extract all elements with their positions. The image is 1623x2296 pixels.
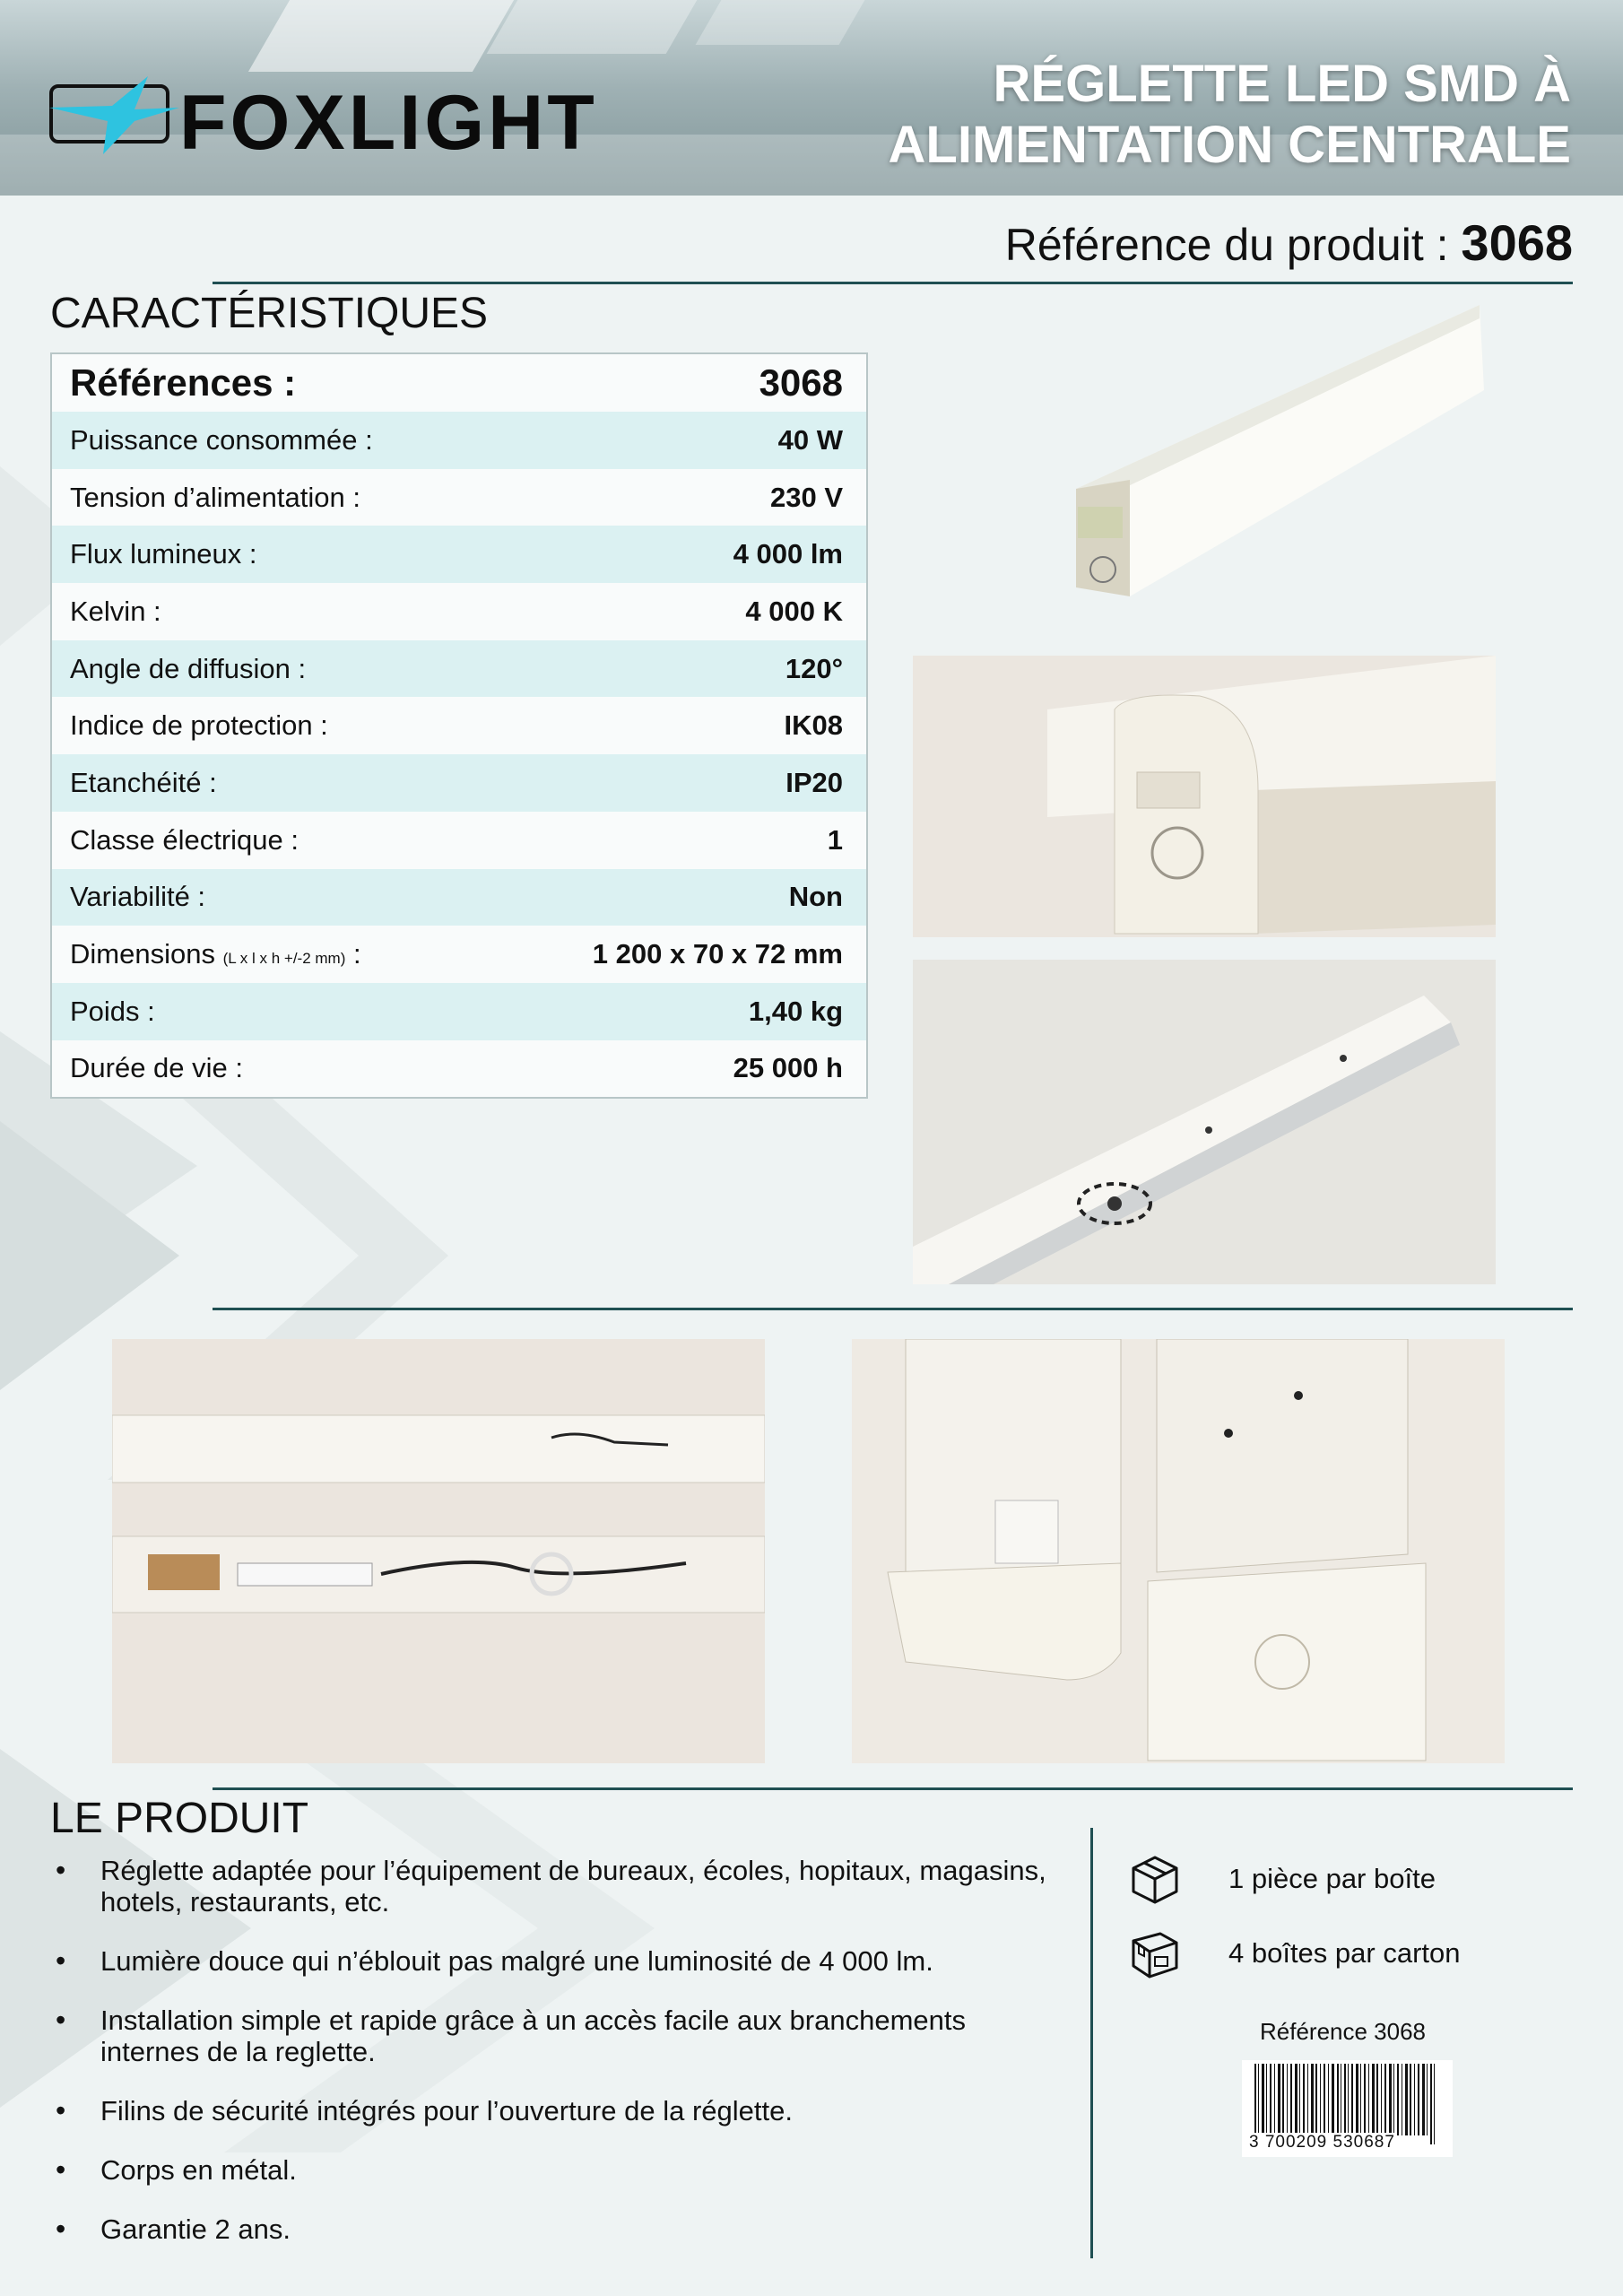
list-item: • Réglette adaptée pour l’équipement de bureaux, écoles, hopitaux, magasins, hotels, restaurants, etc.: [50, 1855, 1063, 1918]
divider-middle: [213, 1308, 1573, 1310]
product-bullets: [50, 1855, 1063, 2273]
spec-row: [52, 583, 866, 640]
product-photo-open-driver: [112, 1339, 765, 1763]
spec-header-label: Références :: [70, 361, 297, 404]
list-item: • Lumière douce qui n’éblouit pas malgré une luminosité de 4 000 lm.: [50, 1945, 1063, 1977]
ceiling-panel: [696, 0, 865, 45]
title-line-2: ALIMENTATION CENTRALE: [888, 116, 1571, 174]
characteristics-heading: CARACTÉRISTIQUES: [50, 290, 489, 337]
spec-label: Dimensions: [70, 938, 215, 970]
pack-per-carton-text: 4 boîtes par carton: [1228, 1937, 1461, 1969]
spec-value: 4 000 K: [745, 595, 843, 627]
pack-per-box-text: 1 pièce par boîte: [1228, 1863, 1436, 1894]
box-icon: [1128, 1852, 1182, 1906]
spec-row: [52, 754, 866, 812]
spec-label: Puissance consommée :: [70, 423, 373, 456]
header-banner: [0, 0, 1623, 196]
spec-label: Angle de diffusion :: [70, 652, 307, 684]
spec-value: Non: [788, 881, 843, 913]
vertical-divider: [1090, 1828, 1093, 2258]
spec-value: 25 000 h: [733, 1052, 843, 1084]
pack-per-box: [1128, 1852, 1436, 1906]
spec-label: Flux lumineux :: [70, 538, 257, 570]
spec-value: 40 W: [777, 423, 843, 456]
spec-row: [52, 640, 866, 698]
brand-name: FOXLIGHT: [179, 80, 598, 166]
spec-row: [52, 526, 866, 583]
spec-label: Classe électrique :: [70, 823, 299, 856]
list-item: • Garantie 2 ans.: [50, 2213, 1063, 2245]
divider-top: [213, 282, 1573, 284]
spec-value: 120°: [785, 652, 843, 684]
reference-value: 3068: [1461, 214, 1573, 271]
spec-header-value: 3068: [759, 361, 843, 404]
page-title: [889, 54, 1571, 176]
barcode-digits: 3 700209 530687: [1249, 2133, 1395, 2152]
spec-label: Tension d’alimentation :: [70, 481, 360, 513]
spec-label: Poids :: [70, 995, 155, 1027]
spec-value: IP20: [785, 766, 843, 798]
spec-label: Kelvin :: [70, 595, 161, 627]
reference-label: Référence du produit :: [1004, 220, 1449, 270]
barcode-label: Référence 3068: [1260, 2018, 1427, 2045]
list-item: • Filins de sécurité intégrés pour l’ouverture de la réglette.: [50, 2095, 1063, 2126]
product-photo-angled: [1058, 300, 1497, 632]
spec-header-row: [52, 354, 866, 412]
list-item: • Installation simple et rapide grâce à un accès facile aux branchements internes de la reglette.: [50, 2005, 1063, 2067]
spec-table: [50, 352, 868, 1099]
spec-label: Indice de protection :: [70, 709, 328, 742]
product-photo-endcap: [913, 656, 1496, 937]
product-photo-endcaps: [852, 1339, 1505, 1763]
spec-label: Durée de vie :: [70, 1052, 243, 1084]
ceiling-panel: [487, 0, 698, 54]
product-reference: [1005, 213, 1573, 272]
spec-value: 4 000 lm: [733, 538, 843, 570]
spec-label: Etanchéité :: [70, 766, 217, 798]
spec-row: [52, 469, 866, 526]
list-item: • Corps en métal.: [50, 2154, 1063, 2186]
spec-row: [52, 869, 866, 926]
divider-bottom: [213, 1787, 1573, 1790]
spec-label-tolerance: (L x l x h +/-2 mm): [222, 950, 346, 968]
spec-label-colon: :: [353, 938, 361, 970]
ceiling-panel: [248, 0, 514, 72]
spec-row: [52, 983, 866, 1040]
spec-value: 1 200 x 70 x 72 mm: [592, 938, 843, 970]
carton-icon: [1128, 1926, 1182, 1980]
title-line-1: RÉGLETTE LED SMD À: [993, 55, 1571, 113]
spec-row: [52, 1040, 866, 1098]
spec-label: Variabilité :: [70, 881, 206, 913]
spec-row: [52, 697, 866, 754]
spec-value: 1: [827, 823, 843, 856]
spec-row: [52, 412, 866, 469]
product-photo-back: [913, 960, 1496, 1284]
spec-row: [52, 812, 866, 869]
product-heading: LE PRODUIT: [50, 1795, 309, 1842]
spec-value: IK08: [784, 709, 843, 742]
spec-value: 1,40 kg: [748, 995, 843, 1027]
pack-per-carton: [1128, 1926, 1461, 1980]
spec-label-dimensions: [70, 938, 361, 970]
spec-row: [52, 926, 866, 983]
spec-value: 230 V: [769, 481, 843, 513]
